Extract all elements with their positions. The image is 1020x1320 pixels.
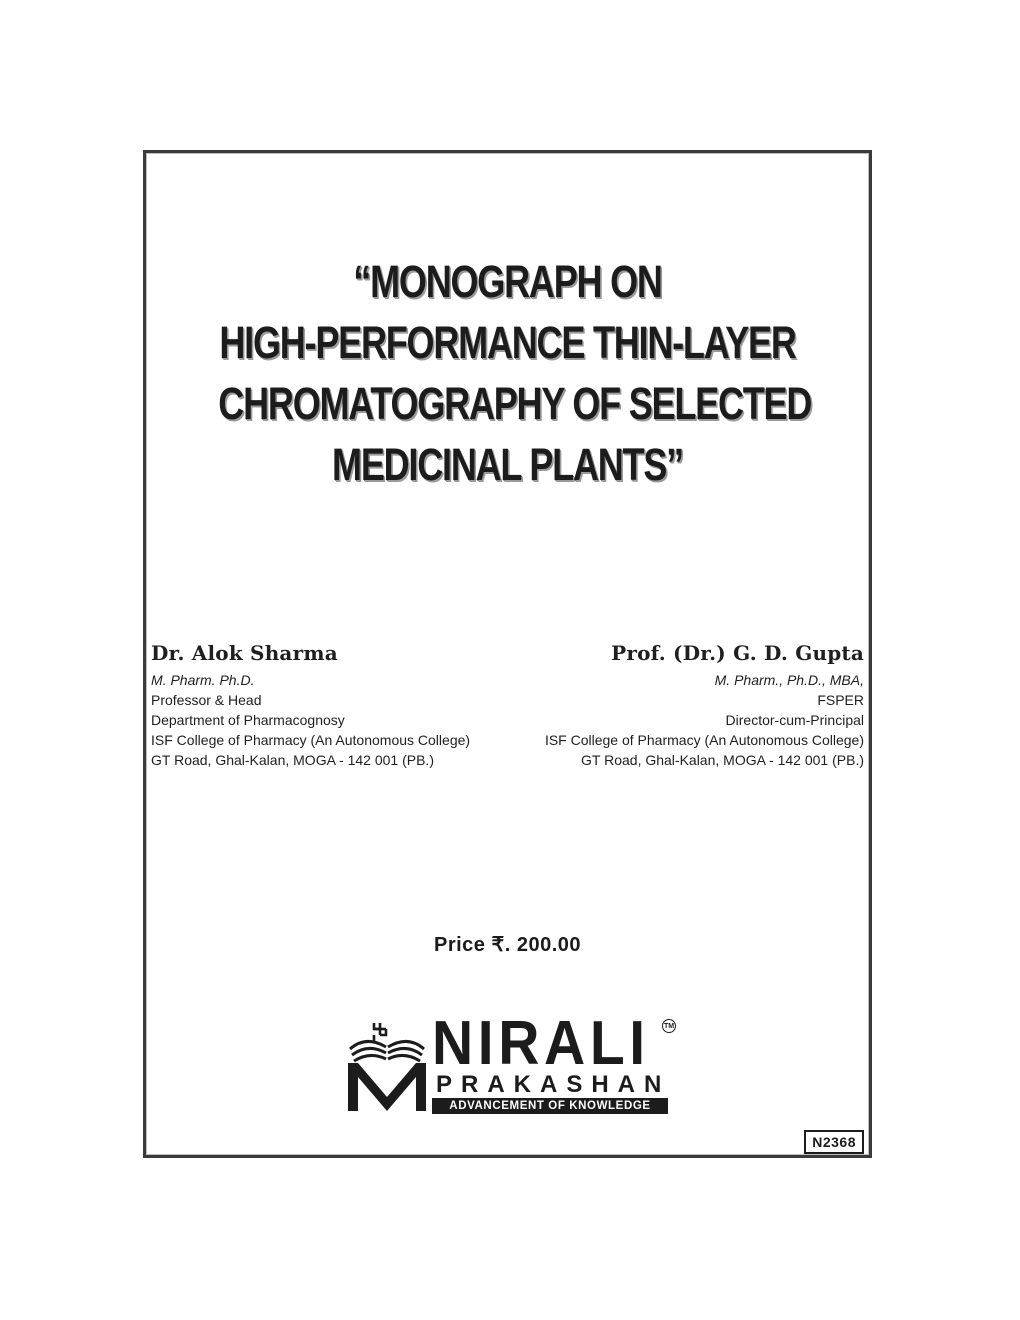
publisher-tagline: ADVANCEMENT OF KNOWLEDGE (432, 1098, 668, 1114)
title-line-2: HIGH-PERFORMANCE THIN-LAYER (219, 317, 796, 368)
title-line-4: MEDICINAL PLANTS” (332, 439, 683, 490)
publisher-subname: PRAKASHAN (436, 1071, 671, 1098)
publisher-name: NIRALI (432, 1009, 650, 1078)
title-line-3: CHROMATOGRAPHY OF SELECTED (218, 378, 812, 429)
author-left (151, 640, 470, 770)
author-name: Dr. Alok Sharma (151, 641, 338, 665)
book-title (146, 251, 869, 495)
trademark-icon: TM (662, 1019, 676, 1033)
price-label: Price ₹. 200.00 (434, 934, 581, 956)
author-address: GT Road, Ghal-Kalan, MOGA - 142 001 (PB.) (151, 752, 434, 768)
publisher-logo (344, 1009, 675, 1115)
author-college: ISF College of Pharmacy (An Autonomous College) (544, 732, 864, 748)
author-position: Director-cum-Principal (725, 712, 864, 728)
author-position: Professor & Head (151, 692, 262, 708)
author-degree: M. Pharm., Ph.D., MBA, (714, 672, 864, 688)
author-name: Prof. (Dr.) G. D. Gupta (611, 641, 864, 665)
author-department: Department of Pharmacognosy (151, 712, 345, 728)
cover-frame (143, 150, 872, 1158)
title-line-1: “MONOGRAPH ON (353, 256, 662, 307)
author-right (545, 640, 864, 770)
author-degree: M. Pharm. Ph.D. (151, 672, 255, 688)
author-fellowship: FSPER (817, 692, 864, 708)
author-address: GT Road, Ghal-Kalan, MOGA - 142 001 (PB.) (581, 752, 864, 768)
author-college: ISF College of Pharmacy (An Autonomous College) (151, 732, 471, 748)
book-swastika-logo-icon (344, 1019, 430, 1111)
book-code: N2368 (804, 1130, 864, 1154)
